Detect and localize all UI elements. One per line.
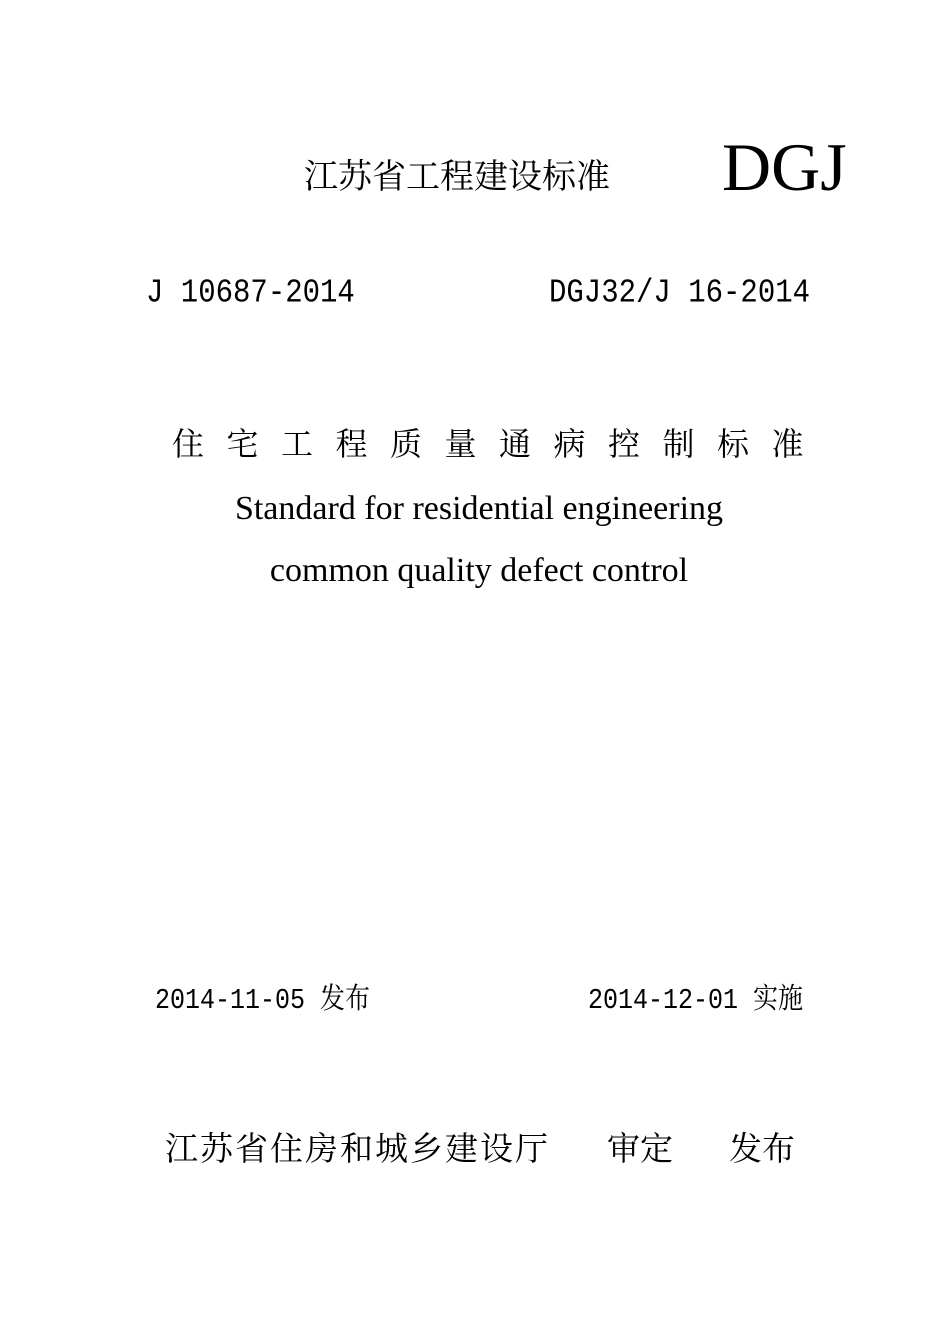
- standard-category: 江苏省工程建设标准: [304, 157, 610, 197]
- title-english-line1: Standard for residential engineering: [234, 490, 724, 527]
- effective-date: 2014-12-01 实施: [588, 983, 804, 1018]
- approved-label: 审定: [607, 1129, 673, 1168]
- standard-code: DGJ32/J 16-2014: [549, 273, 811, 312]
- published-label: 发布: [729, 1129, 795, 1168]
- issue-date: 2014-11-05 发布: [155, 983, 371, 1018]
- title-chinese: 住宅工程质量通病控制标准: [172, 425, 827, 463]
- issuing-authority: 江苏省住房和城乡建设厅: [165, 1129, 550, 1168]
- title-english-line2: common quality defect control: [269, 552, 689, 589]
- record-number: J 10687-2014: [146, 273, 355, 312]
- dgj-mark: DGJ: [722, 129, 847, 205]
